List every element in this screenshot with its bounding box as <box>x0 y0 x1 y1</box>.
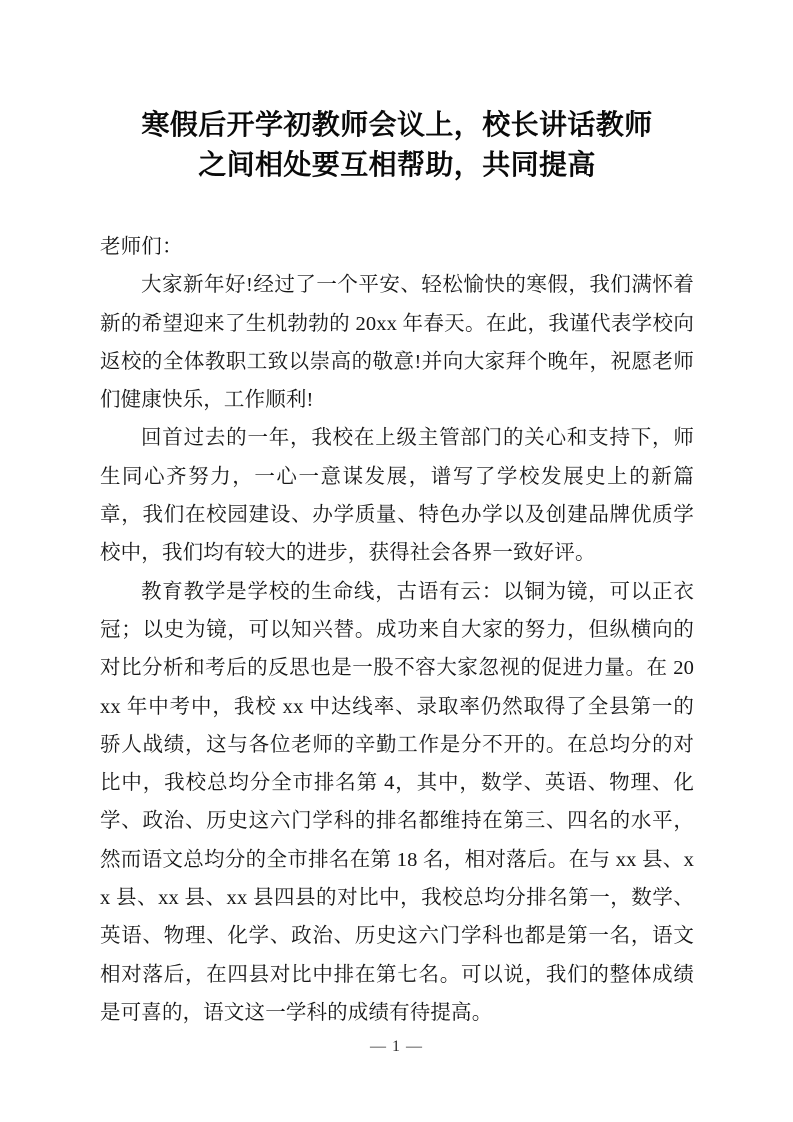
salutation: 老师们： <box>100 236 183 258</box>
page-title-line-2: 之间相处要互相帮助，共同提高 <box>198 149 596 180</box>
paragraph-1: 大家新年好!经过了一个平安、轻松愉快的寒假，我们满怀着新的希望迎来了生机勃勃的 20xx 年春天。在此，我谨代表学校向返校的全体教职工致以崇高的敬意!并向大家拜个晚年，祝愿老师们健康快乐，工作顺利! <box>100 274 694 412</box>
page-number-footer: — 1 — <box>370 1038 423 1055</box>
page-title-line-1: 寒假后开学初教师会议上，校长讲话教师 <box>141 109 653 140</box>
paragraph-2: 回首过去的一年，我校在上级主管部门的关心和支持下，师生同心齐努力，一心一意谋发展，谱写了学校发展史上的新篇章，我们在校园建设、办学质量、特色办学以及创建品牌优质学校中，我们均有较大的进步，获得社会各界一致好评。 <box>100 427 694 565</box>
paragraph-3: 教育教学是学校的生命线，古语有云：以铜为镜，可以正衣冠；以史为镜，可以知兴替。成功来自大家的努力，但纵横向的对比分析和考后的反思也是一股不容大家忽视的促进力量。在 20xx 年中考中，我校 xx 中达线率、录取率仍然取得了全县第一的骄人战绩，这与各位老师的辛勤工作是分不开的。在总均分的对比中，我校总均分全市排名第 4，其中，数学、英语、物理、化学、政治、历史这六门学科的排名都维持在第三、四名的水平，然而语文总均分的全市排名在第 18 名，相对落后。在与 xx 县、xx 县、xx 县、xx 县四县的对比中，我校总均分排名第一，数学、英语、物理、化学、政治、历史这六门学科也都是第一名，语文相对落后，在四县对比中排在第七名。可以说，我们的整体成绩是可喜的，语文这一学科的成绩有待提高。 <box>100 580 694 1024</box>
page-title <box>100 105 694 185</box>
document-body <box>100 228 694 1032</box>
